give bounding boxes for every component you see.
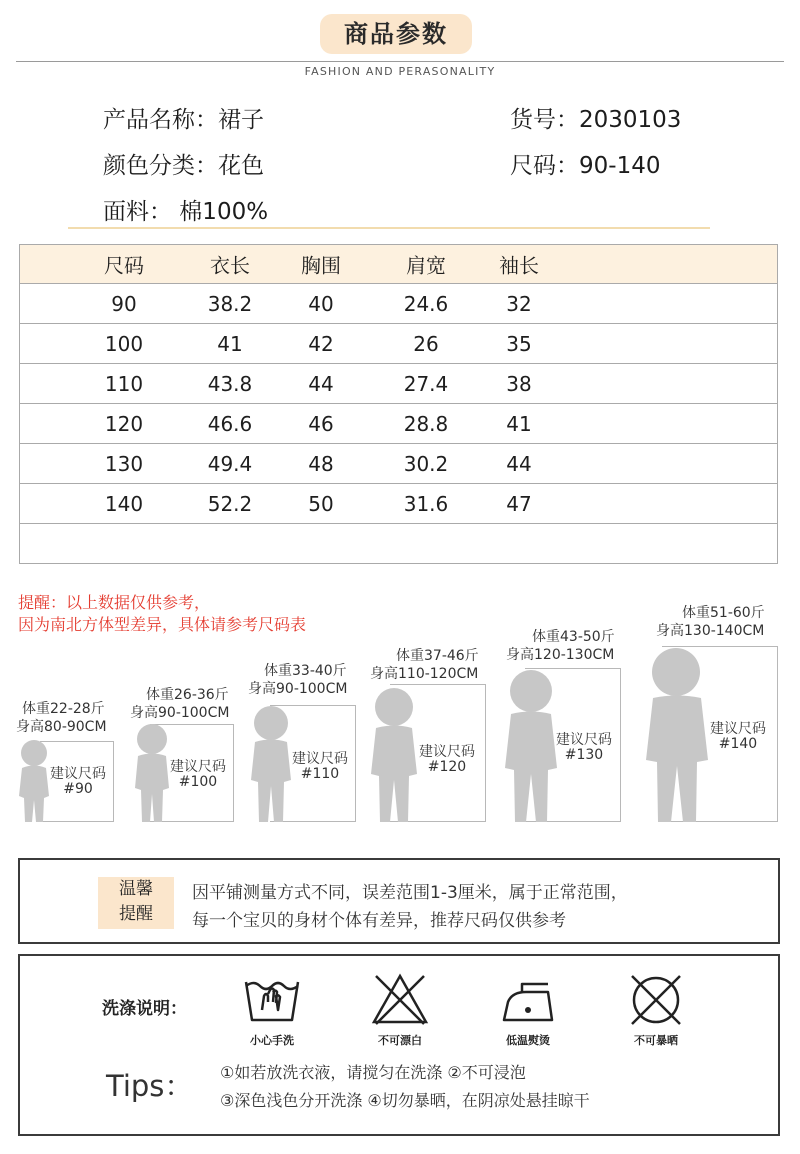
item-number: 货号：2030103 xyxy=(510,107,682,133)
size-table xyxy=(19,244,778,564)
warm-text-1: 因平铺测量方式不同，误差范围1-3厘米，属于正常范围， xyxy=(192,883,628,903)
suggest-size-value: #90 xyxy=(63,781,93,797)
cell-length: 38.2 xyxy=(207,291,253,316)
suggest-size-value: #110 xyxy=(300,766,340,782)
cell-size: 90 xyxy=(111,291,137,316)
kid-weight: 体重22-28斤 xyxy=(22,701,105,717)
table-header-row xyxy=(20,245,777,283)
color-category: 颜色分类：花色 xyxy=(103,153,264,179)
cell-chest: 42 xyxy=(308,331,334,356)
kid-height: 身高130-140CM xyxy=(656,623,765,639)
suggest-size-value: #140 xyxy=(718,736,758,752)
cell-shoulder: 24.6 xyxy=(403,291,449,316)
hand-wash-label: 小心手洗 xyxy=(250,1034,294,1047)
header-sleeve: 袖长 xyxy=(499,253,539,278)
kid-weight: 体重43-50斤 xyxy=(532,629,615,645)
header-chest: 胸围 xyxy=(301,253,341,278)
kid-weight: 体重37-46斤 xyxy=(396,648,479,664)
kid-height: 身高120-130CM xyxy=(506,647,615,663)
reminder-line-1: 提醒：以上数据仅供参考， xyxy=(18,593,211,612)
suggest-size-value: #130 xyxy=(564,747,604,763)
low-iron-label: 低温熨烫 xyxy=(506,1034,550,1047)
wash-care-item xyxy=(616,970,696,1050)
kid-weight: 体重33-40斤 xyxy=(264,663,347,679)
tips-label: Tips： xyxy=(106,1069,194,1103)
cell-length: 46.6 xyxy=(207,411,253,436)
suggest-size-label: 建议尺码 xyxy=(419,744,475,760)
material: 面料： 棉100% xyxy=(103,199,269,225)
cell-sleeve: 38 xyxy=(506,371,532,396)
no-bleach-label: 不可漂白 xyxy=(378,1034,422,1047)
cell-shoulder: 31.6 xyxy=(403,491,449,516)
size-range: 尺码：90-140 xyxy=(510,153,661,179)
kid-weight: 体重26-36斤 xyxy=(146,687,229,703)
kid-height: 身高80-90CM xyxy=(16,719,107,735)
suggest-size-label: 建议尺码 xyxy=(50,766,106,782)
cell-chest: 44 xyxy=(308,371,334,396)
cell-shoulder: 30.2 xyxy=(403,451,449,476)
table-row xyxy=(20,483,777,523)
cell-chest: 50 xyxy=(308,491,334,516)
suggest-size-value: #120 xyxy=(427,759,467,775)
page-title: 商品参数 xyxy=(320,14,472,54)
suggest-size-label: 建议尺码 xyxy=(292,751,348,767)
warm-tag-line-1: 温馨 xyxy=(119,879,153,899)
tip-line-1: ①如若放洗衣液，请搅匀在洗涤 ②不可浸泡 xyxy=(220,1063,526,1082)
warm-reminder-box xyxy=(18,858,780,944)
no-sun-dry-icon xyxy=(626,970,686,1030)
suggest-size-label: 建议尺码 xyxy=(556,732,612,748)
cell-length: 41 xyxy=(217,331,243,356)
kid-height: 身高90-100CM xyxy=(248,681,348,697)
cell-sleeve: 47 xyxy=(506,491,532,516)
cell-sleeve: 41 xyxy=(506,411,532,436)
child-silhouette-icon xyxy=(640,646,714,824)
kid-height: 身高110-120CM xyxy=(370,666,479,682)
warm-text-2: 每一个宝贝的身材个体有差异，推荐尺码仅供参考 xyxy=(192,911,566,931)
cell-size: 110 xyxy=(104,371,144,396)
header-size: 尺码 xyxy=(104,253,144,278)
cell-size: 140 xyxy=(104,491,144,516)
wash-title: 洗涤说明： xyxy=(102,999,187,1019)
warm-reminder-tag xyxy=(98,877,174,929)
table-row xyxy=(20,403,777,443)
table-row xyxy=(20,443,777,483)
product-name: 产品名称：裙子 xyxy=(103,107,264,133)
cell-shoulder: 26 xyxy=(413,331,439,356)
warm-tag-line-2: 提醒 xyxy=(119,904,153,924)
table-row xyxy=(20,323,777,363)
cell-size: 130 xyxy=(104,451,144,476)
suggest-size-label: 建议尺码 xyxy=(710,721,766,737)
tip-line-2: ③深色浅色分开洗涤 ④切勿暴晒，在阴凉处悬挂晾干 xyxy=(220,1091,590,1110)
cell-chest: 40 xyxy=(308,291,334,316)
cell-length: 43.8 xyxy=(207,371,253,396)
header-shoulder: 肩宽 xyxy=(406,253,446,278)
info-divider xyxy=(68,227,710,229)
table-row xyxy=(20,363,777,403)
page-subtitle: FASHION AND PERASONALITY xyxy=(304,65,496,78)
wash-care-item xyxy=(232,970,312,1050)
cell-sleeve: 35 xyxy=(506,331,532,356)
cell-chest: 48 xyxy=(308,451,334,476)
reminder-line-2: 因为南北方体型差异，具体请参考尺码表 xyxy=(18,615,307,634)
wash-care-item xyxy=(488,970,568,1050)
cell-length: 49.4 xyxy=(207,451,253,476)
no-bleach-icon xyxy=(370,970,430,1030)
wash-instructions-box xyxy=(18,954,780,1136)
cell-length: 52.2 xyxy=(207,491,253,516)
kid-weight: 体重51-60斤 xyxy=(682,605,765,621)
wash-care-item xyxy=(360,970,440,1050)
kid-height: 身高90-100CM xyxy=(130,705,230,721)
cell-shoulder: 28.8 xyxy=(403,411,449,436)
low-iron-icon xyxy=(498,970,558,1030)
suggest-size-label: 建议尺码 xyxy=(170,759,226,775)
header-length: 衣长 xyxy=(210,253,250,278)
cell-shoulder: 27.4 xyxy=(403,371,449,396)
cell-size: 120 xyxy=(104,411,144,436)
cell-chest: 46 xyxy=(308,411,334,436)
cell-size: 100 xyxy=(104,331,144,356)
table-row-empty xyxy=(20,523,777,563)
table-row xyxy=(20,283,777,323)
no-sun-dry-label: 不可暴晒 xyxy=(634,1034,678,1047)
suggest-size-value: #100 xyxy=(178,774,218,790)
hand-wash-icon xyxy=(242,970,302,1030)
cell-sleeve: 32 xyxy=(506,291,532,316)
title-divider xyxy=(16,61,784,62)
cell-sleeve: 44 xyxy=(506,451,532,476)
